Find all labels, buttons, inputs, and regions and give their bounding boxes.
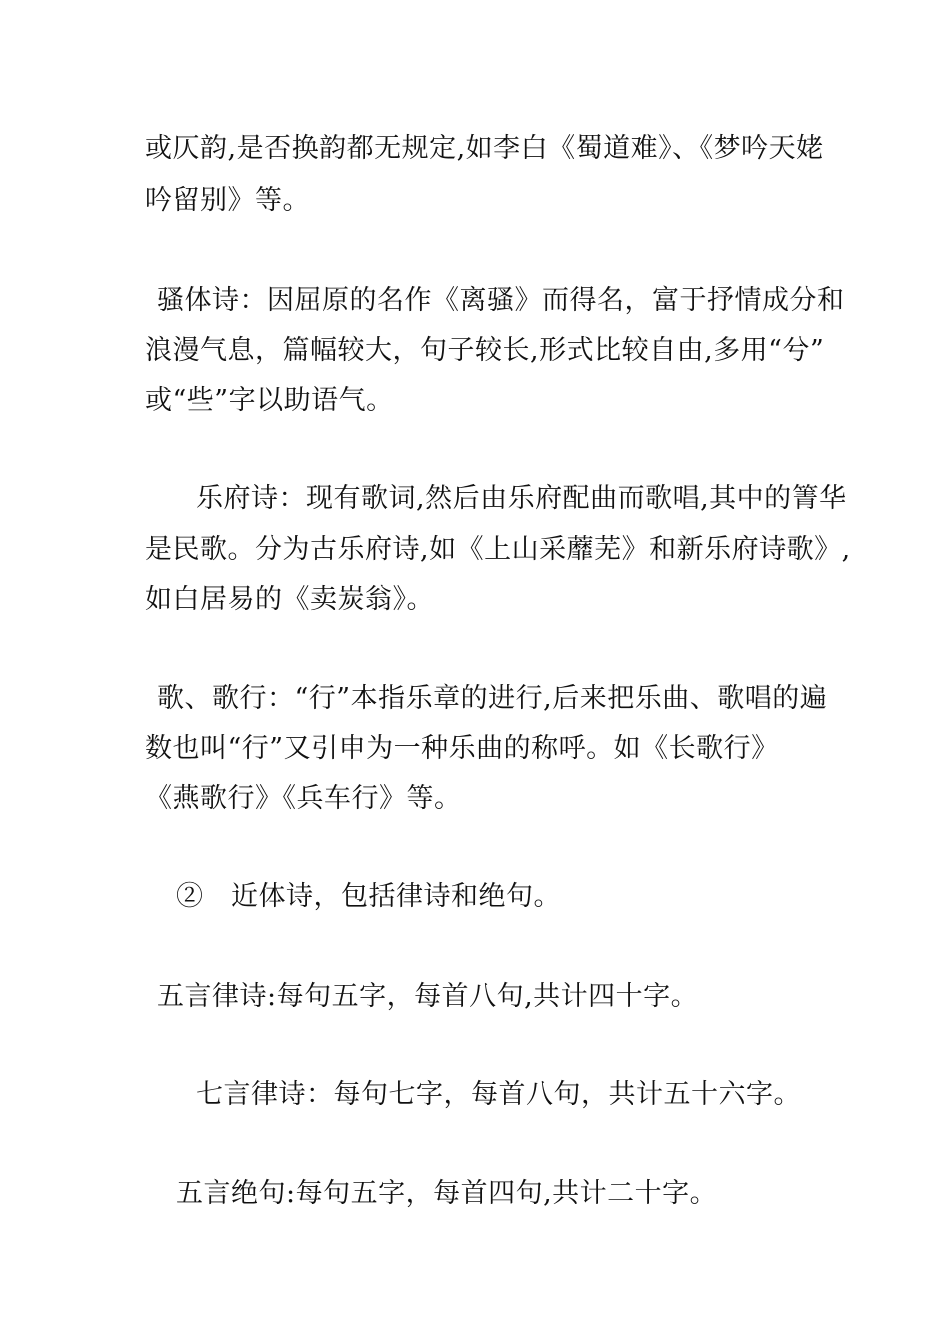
text-line: 是民歌。分为古乐府诗,如《上山采蘼芜》和新乐府诗歌》, — [145, 534, 851, 565]
text-line: 五言绝句:每句五字，每首四句,共计二十字。 — [176, 1178, 718, 1209]
text-line: 或仄韵,是否换韵都无规定,如李白《蜀道难》、《梦吟天姥 — [145, 133, 824, 164]
text-line: 五言律诗:每句五字，每首八句,共计四十字。 — [157, 981, 699, 1012]
text-line: ② 近体诗，包括律诗和绝句。 — [176, 881, 561, 912]
text-line: 数也叫“行”又引申为一种乐曲的称呼。如《长歌行》 — [145, 733, 779, 764]
text-line: 或“些”字以助语气。 — [145, 385, 394, 416]
text-line: 如白居易的《卖炭翁》。 — [145, 584, 434, 615]
text-line: 吟留别》等。 — [145, 185, 310, 216]
text-line: 七言律诗：每句七字，每首八句，共计五十六字。 — [196, 1079, 801, 1110]
text-line: 浪漫气息，篇幅较大，句子较长,形式比较自由,多用“兮” — [145, 335, 825, 366]
text-line: 歌、歌行：“行”本指乐章的进行,后来把乐曲、歌唱的遍 — [157, 683, 828, 714]
text-line: 骚体诗：因屈原的名作《离骚》而得名，富于抒情成分和 — [157, 285, 845, 316]
text-line: 乐府诗：现有歌词,然后由乐府配曲而歌唱,其中的箐华 — [196, 483, 847, 514]
text-line: 《燕歌行》《兵车行》等。 — [145, 783, 462, 814]
